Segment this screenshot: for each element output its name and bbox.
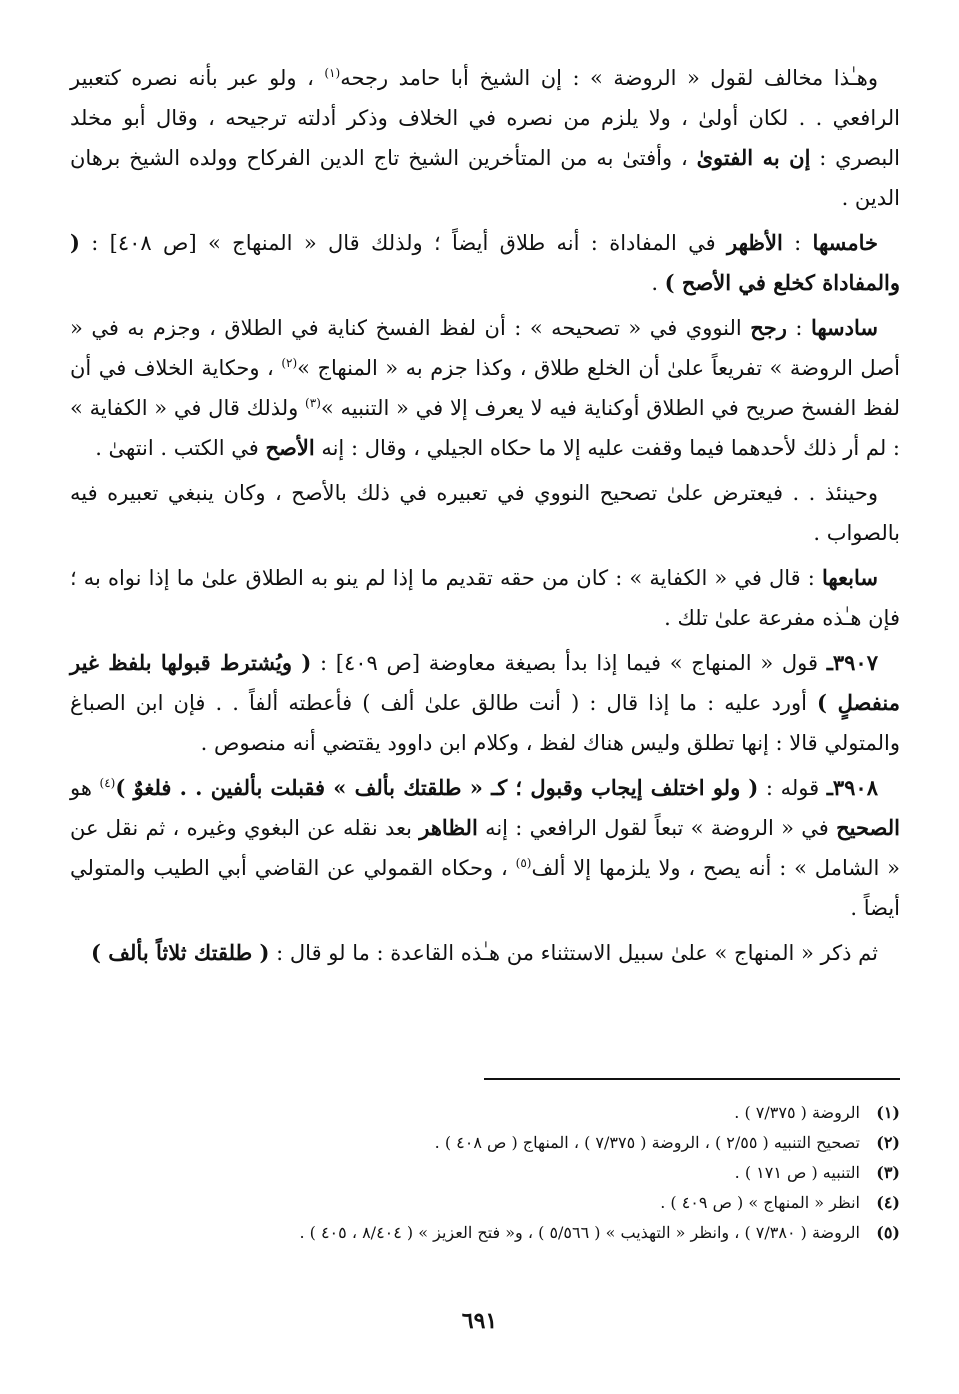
footnote-item <box>150 1128 900 1158</box>
paragraph <box>70 768 900 928</box>
footnote-text: الروضة ( ٧/٣٧٥ ) . <box>734 1103 860 1122</box>
footnote-number: (٤) <box>876 1193 900 1212</box>
page-number: ٦٩١ <box>461 1308 498 1334</box>
footnote-item <box>150 1188 900 1218</box>
text-run: ، وأفتىٰ به من المتأخرين الشيخ تاج الدين الفركاح وولده الشيخ برهان الدين . <box>70 146 900 210</box>
text-run: أورد عليه : ما إذا قال : ( أنت طالق علىٰ ألف ) فأعطته ألفاً . . فإن ابن الصباغ والمتولي قالا : إنها تطلق وليس هناك لفظ ، وكلام ابن داوود يقتضي أنه منصوص . <box>70 691 900 755</box>
text-run: بعد نقله عن البغوي وغيره ، ثم نقل عن « الشامل » : أنه يصح ، ولا يلزمها إلا ألف <box>70 816 901 880</box>
paragraph <box>70 473 900 553</box>
bold-text: الظاهر <box>419 815 478 840</box>
bold-text: رجح <box>750 315 787 340</box>
footnote-item <box>150 1098 900 1128</box>
main-text <box>70 58 900 978</box>
text-run: : <box>786 316 811 340</box>
bold-text: ٣٩٠٨ـ <box>826 775 878 800</box>
footnote-number: (٣) <box>876 1163 900 1182</box>
footnote-text: التنبيه ( ص ١٧١ ) . <box>734 1163 860 1182</box>
text-run: وهـٰذا مخالف لقول « الروضة » : إن الشيخ أبا حامد رجحه <box>340 66 879 90</box>
text-run: : قال في « الكفاية » : كان من حقه تقديم ما إذا لم ينو به الطلاق علىٰ ما إذا نواه به ؛ فإن هـٰذه مفرعة علىٰ تلك . <box>70 566 900 630</box>
text-run: : <box>782 231 813 255</box>
bold-text: الأظهر <box>727 230 783 255</box>
footnote-text: انظر « المنهاج » ( ص ٤٠٩ ) . <box>660 1193 860 1212</box>
text-run: في الكتب . انتهىٰ . <box>95 436 266 460</box>
bold-text: سابعها <box>821 565 878 590</box>
paragraph <box>70 58 900 218</box>
text-run: قول « المنهاج » فيما إذا بدأ بصيغة معاوضة [ص ٤٠٩] : <box>311 651 827 675</box>
text-run: في المفاداة : أنه طلاق أيضاً ؛ ولذلك قال « المنهاج » [ص ٤٠٨] : <box>79 231 727 255</box>
text-run: وحينئذ . . فيعترض علىٰ تصحيح النووي في تعبيره في ذلك بالأصح ، وكان ينبغي تعبيره فيه بالصواب . <box>70 481 900 545</box>
footnote-reference: (١) <box>324 66 341 80</box>
footnote-reference: (٤) <box>99 776 116 790</box>
bold-text: سادسها <box>810 315 878 340</box>
text-run: هو <box>70 776 100 800</box>
footnote-reference: (٥) <box>515 856 532 870</box>
text-run: ، وحكاه القمولي عن القاضي أبي الطيب والمتولي أيضاً . <box>70 856 900 920</box>
text-run: النووي في « تصحيحه » : أن لفظ الفسخ كناية في الطلاق ، وجزم به في « أصل الروضة » تفريعاً علىٰ أن الخلع طلاق ، وكذا جزم به « المنهاج » <box>70 316 900 380</box>
bold-text: ( ويُشترط قبولها بلفظ غير منفصلٍ ) <box>70 650 900 715</box>
text-run: ولذلك قال في « الكفاية » : لم أر ذلك لأحدهما فيما وقفت عليه إلا ما حكاه الجيلي ، وقال : إنه <box>70 396 900 460</box>
footnote-number: (٢) <box>876 1133 900 1152</box>
footnote-text: الروضة ( ٧/٣٨٠ ) ، وانظر « التهذيب » ( ٥/٥٦٦ ) ، و« فتح العزيز » ( ٨/٤٠٤ ، ٤٠٥ ) . <box>299 1223 860 1242</box>
bold-text: ( والمفاداة كخلع في الأصح ) <box>70 230 900 295</box>
footnote-item <box>150 1218 900 1248</box>
footnote-item <box>150 1158 900 1188</box>
bold-text: ٣٩٠٧ـ <box>826 650 878 675</box>
bold-text: خامسها <box>812 230 878 255</box>
paragraph <box>70 308 900 468</box>
footnote-separator <box>484 1078 900 1080</box>
text-run: ثم ذكر « المنهاج » علىٰ سبيل الاستثناء من هـٰذه القاعدة : ما لو قال : <box>269 941 878 965</box>
text-run: ، ولو عبر بأنه نصره كتعبير الرافعي . . لكان أولىٰ ، ولا يلزم من نصره في الخلاف وذكر أدلته ترجيحه ، وقال أبو مخلد البصري : <box>70 66 900 170</box>
paragraph <box>70 643 900 763</box>
bold-text: ( ولو اختلف إيجاب وقبول ؛ كـ « طلقتك بألف » فقبلت بألفين . . فلغوٌ ) <box>115 775 759 800</box>
text-run: . <box>651 271 665 295</box>
footnote-reference: (٢) <box>281 356 298 370</box>
bold-text: إن به الفتوىٰ <box>696 145 811 170</box>
footnote-number: (٥) <box>876 1223 900 1242</box>
paragraph <box>70 933 900 973</box>
bold-text: الصحيح <box>836 815 900 840</box>
paragraph <box>70 223 900 303</box>
footnotes <box>150 1098 900 1248</box>
text-run: قوله : <box>758 776 827 800</box>
footnote-reference: (٣) <box>305 396 321 410</box>
bold-text: ( طلقتك ثلاثاً بألف ) <box>91 940 270 965</box>
text-run: في « الروضة » تبعاً لقول الرافعي : إنه <box>477 816 837 840</box>
footnote-number: (١) <box>876 1103 900 1122</box>
paragraph <box>70 558 900 638</box>
text-run: ، وحكاية الخلاف في أن لفظ الفسخ صريح في الطلاق أوكناية فيه لا يعرف إلا في « التنبيه » <box>70 356 900 420</box>
footnote-text: تصحيح التنبيه ( ٢/٥٥ ) ، الروضة ( ٧/٣٧٥ ) ، المنهاج ( ص ٤٠٨ ) . <box>434 1133 860 1152</box>
bold-text: الأصح <box>265 435 315 460</box>
